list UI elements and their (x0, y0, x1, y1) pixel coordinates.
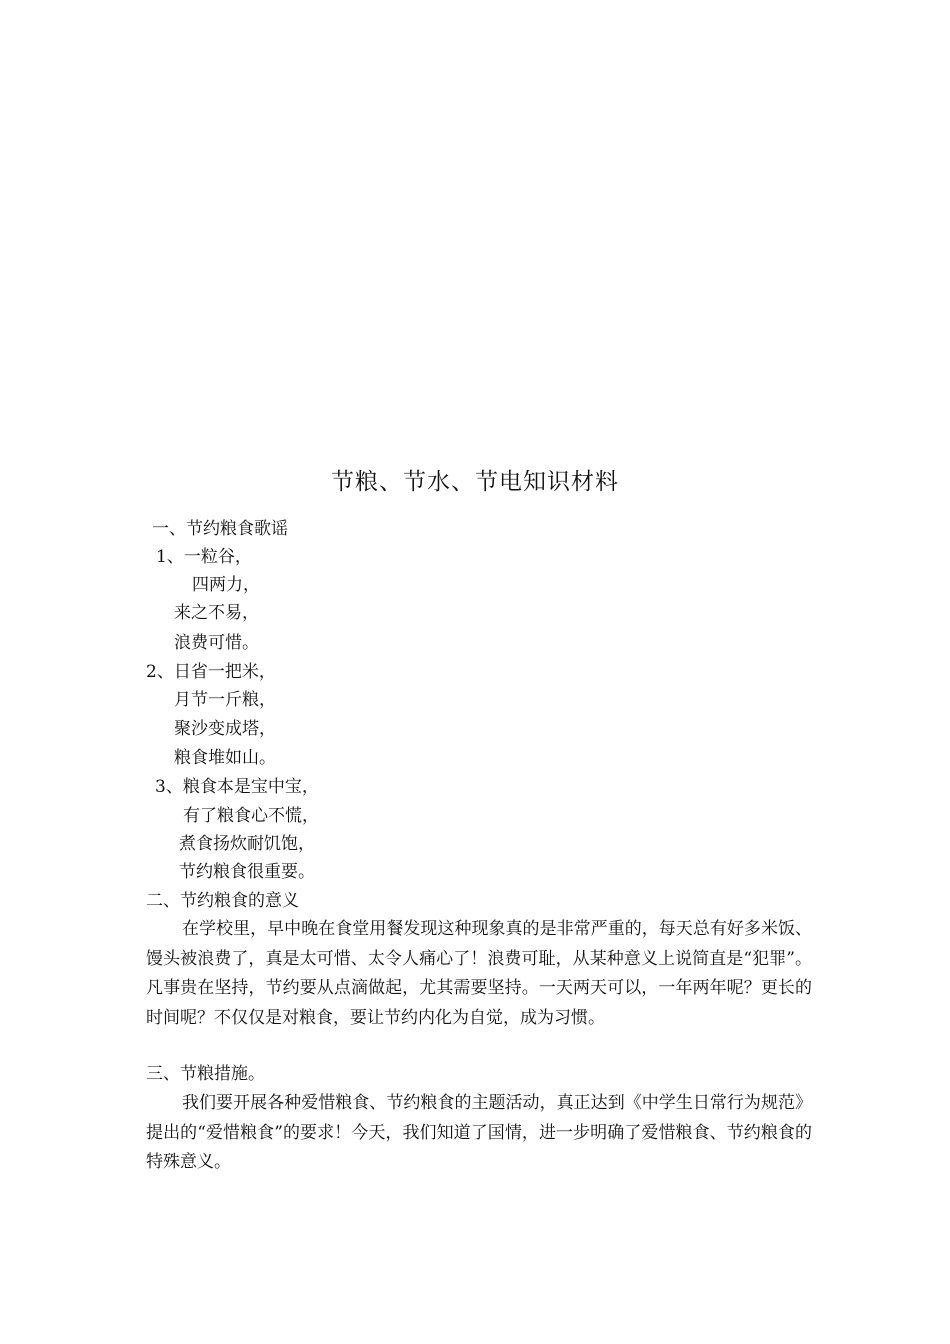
song-3-line-3: 煮食扬炊耐饥饱， (179, 834, 315, 854)
song-1-line-1: 1、一粒谷， (156, 547, 252, 567)
song-2-line-3: 聚沙变成塔， (174, 719, 276, 739)
song-2-line-1: 2、日省一把米， (146, 662, 276, 682)
section-heading-significance: 二、节约粮食的意义 (146, 891, 299, 911)
section-heading-songs: 一、节约粮食歌谣 (152, 519, 288, 539)
song-1-line-2: 四两力， (192, 575, 260, 595)
document-title: 节粮、节水、节电知识材料 (331, 469, 619, 495)
song-3-line-2: 有了粮食心不慌， (183, 806, 319, 826)
song-3-line-1: 3、粮食本是宝中宝， (155, 777, 319, 797)
song-2-line-2: 月节一斤粮， (174, 690, 276, 710)
measures-paragraph: 我们要开展各种爱惜粮食、节约粮食的主题活动，真正达到《中学生日常行为规范》提出的“爱惜粮食”的要求！今天，我们知道了国情，进一步明确了爱惜粮食、节约粮食的特殊意义。 (146, 1093, 812, 1172)
song-3-line-4: 节约粮食很重要。 (179, 862, 315, 882)
section-heading-measures: 三、节粮措施。 (146, 1064, 265, 1084)
song-2-line-4: 粮食堆如山。 (174, 748, 276, 768)
song-1-line-3: 来之不易， (174, 603, 259, 623)
song-1-line-4: 浪费可惜。 (174, 633, 259, 653)
significance-paragraph: 在学校里，早中晚在食堂用餐发现这种现象真的是非常严重的，每天总有好多米饭、馒头被浪费了，真是太可惜、太令人痛心了！浪费可耻，从某种意义上说简直是“犯罪”。凡事贵在坚持，节约要从点滴做起，尤其需要坚持。一天两天可以，一年两年呢？更长的时间呢？不仅仅是对粮食，要让节约内化为自觉，成为习惯。 (146, 919, 812, 1028)
